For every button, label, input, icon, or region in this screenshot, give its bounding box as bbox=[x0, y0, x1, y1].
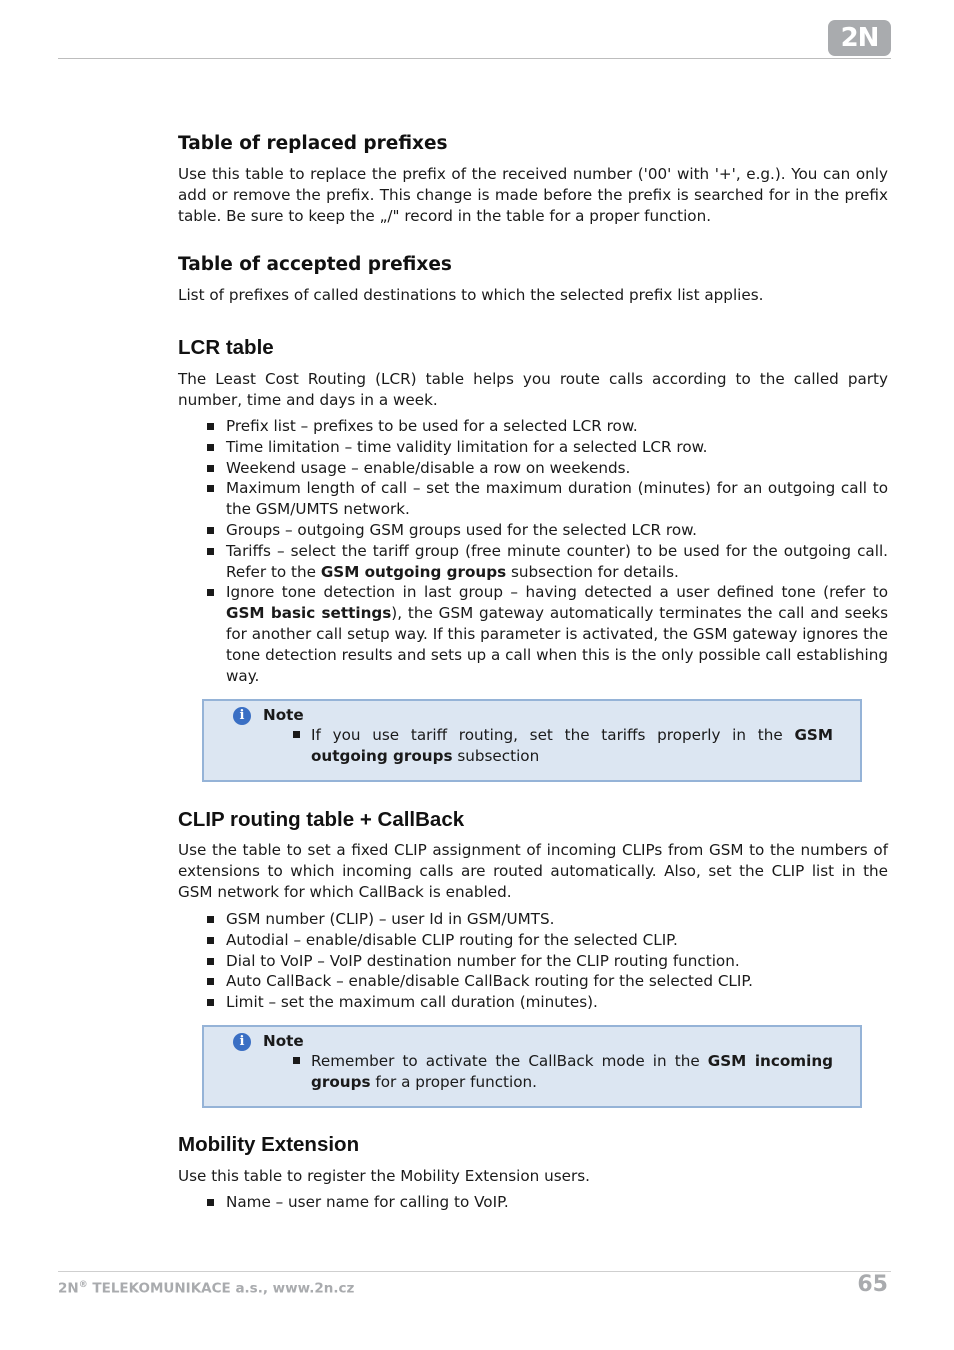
list-item: Limit – set the maximum call duration (minutes). bbox=[178, 992, 888, 1013]
list-item: Time limitation – time validity limitation for a selected LCR row. bbox=[178, 437, 888, 458]
bold-reference: GSM basic settings bbox=[226, 604, 392, 623]
note-box-tariffs bbox=[202, 699, 862, 782]
clip-bullet-list bbox=[178, 909, 888, 1013]
info-icon: i bbox=[233, 1033, 251, 1051]
list-item: Groups – outgoing GSM groups used for the selected LCR row. bbox=[178, 520, 888, 541]
page-number: 65 bbox=[857, 1272, 888, 1297]
heading-replaced-prefixes: Table of replaced prefixes bbox=[178, 133, 448, 154]
footer-company: 2N® TELEKOMUNIKACE a.s., www.2n.cz bbox=[58, 1280, 355, 1297]
note-list bbox=[311, 725, 833, 767]
list-item: Name – user name for calling to VoIP. bbox=[178, 1192, 888, 1213]
list-item: Maximum length of call – set the maximum duration (minutes) for an outgoing call to the GSM/UMTS network. bbox=[178, 478, 888, 520]
paragraph-replaced-prefixes: Use this table to replace the prefix of the received number ('00' with '+', e.g.). You can only add or remove the prefix. This change is made before the prefix is searched for in the prefix table. Be sure to keep the „/" record in the table for a proper function. bbox=[178, 165, 888, 225]
heading-mobility-extension: Mobility Extension bbox=[178, 1133, 360, 1156]
list-item: Autodial – enable/disable CLIP routing for the selected CLIP. bbox=[178, 930, 888, 951]
footer-divider bbox=[58, 1271, 891, 1272]
mobility-bullet-list bbox=[178, 1192, 888, 1213]
info-icon: i bbox=[233, 707, 251, 725]
lcr-bullet-list bbox=[178, 416, 888, 686]
bold-reference: GSM outgoing groups bbox=[320, 562, 507, 581]
heading-clip-routing: CLIP routing table + CallBack bbox=[178, 808, 465, 831]
note-title: Note bbox=[263, 706, 304, 724]
list-item: Auto CallBack – enable/disable CallBack routing for the selected CLIP. bbox=[178, 971, 888, 992]
list-item: If you use tariff routing, set the tariffs properly in the GSM outgoing groups subsection bbox=[311, 726, 833, 765]
company-logo: 2N bbox=[828, 20, 891, 56]
note-title: Note bbox=[263, 1032, 304, 1050]
list-item: Prefix list – prefixes to be used for a selected LCR row. bbox=[178, 416, 888, 437]
heading-lcr-table: LCR table bbox=[178, 336, 274, 359]
list-item: Tariffs – select the tariff group (free minute counter) to be used for the outgoing call. Refer to the GSM outgoing groups subsection for details. bbox=[178, 541, 888, 583]
list-item: GSM number (CLIP) – user Id in GSM/UMTS. bbox=[178, 909, 888, 930]
paragraph-lcr-table: The Least Cost Routing (LCR) table helps you route calls according to the called party number, time and days in a week. bbox=[178, 370, 888, 409]
paragraph-accepted-prefixes: List of prefixes of called destinations to which the selected prefix list applies. bbox=[178, 286, 764, 304]
list-item: Ignore tone detection in last group – having detected a user defined tone (refer to GSM basic settings), the GSM gateway automatically terminates the call and seeks for another call setup way. If this parameter is activated, the GSM gateway ignores the tone detection results and sets up a call when this is the only possible call establishing way. bbox=[178, 582, 888, 686]
paragraph-clip-routing: Use the table to set a fixed CLIP assignment of incoming CLIPs from GSM to the numbers of extensions to which incoming calls are routed automatically. Also, set the CLIP list in the GSM network for which CallBack is enabled. bbox=[178, 841, 888, 901]
paragraph-mobility-extension: Use this table to register the Mobility Extension users. bbox=[178, 1167, 590, 1185]
bold-reference: GSM incoming groups bbox=[311, 1052, 834, 1091]
bold-reference: GSM outgoing groups bbox=[311, 726, 833, 765]
note-list bbox=[311, 1051, 833, 1093]
heading-accepted-prefixes: Table of accepted prefixes bbox=[178, 254, 452, 275]
list-item: Remember to activate the CallBack mode in the GSM incoming groups for a proper function. bbox=[311, 1052, 834, 1091]
note-box-callback bbox=[202, 1025, 862, 1108]
header-divider bbox=[58, 58, 891, 59]
list-item: Dial to VoIP – VoIP destination number for the CLIP routing function. bbox=[178, 951, 888, 972]
list-item: Weekend usage – enable/disable a row on weekends. bbox=[178, 458, 888, 479]
